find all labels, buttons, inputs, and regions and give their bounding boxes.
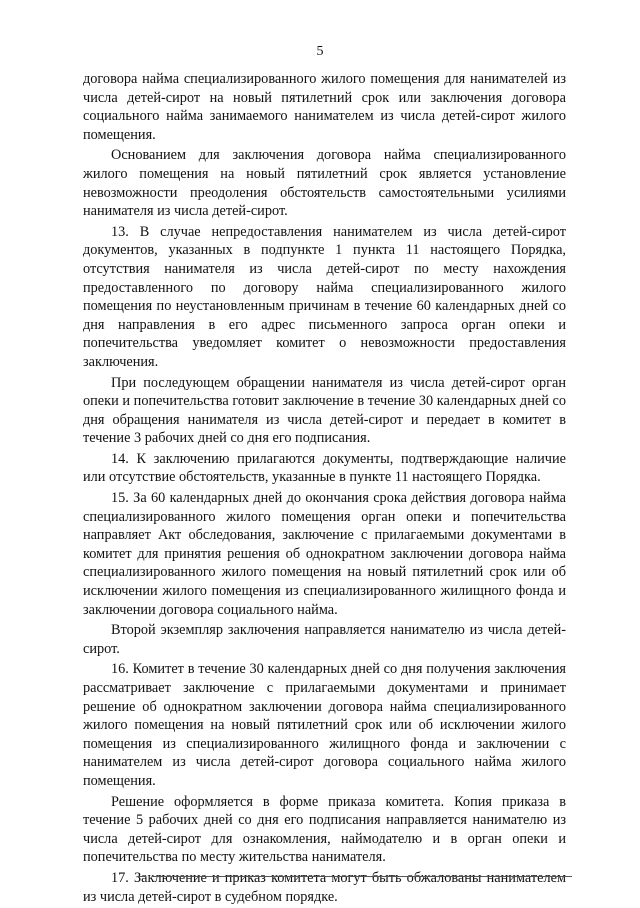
footer-rule (152, 876, 572, 877)
paragraph-basis: Основанием для заключения договора найма специализированного жилого помещения на новый пятилетний срок является установление невозможности преодоления обстоятельств самостоятельными усилиями нанимателя из числа детей-сирот. (83, 147, 566, 220)
paragraph-item-13: 13. В случае непредоставления нанимателем из числа детей-сирот документов, указанных в подпункте 1 пункта 11 настоящего Порядка, отсутствия нанимателя из числа детей-сирот по месту нахождения предоставленного по договору найма специализированного жилого помещения по неустановленным причинам в течение 60 календарных дней со дня направления в его адрес письменного запроса орган опеки и попечительства уведомляет комитет о невозможности предоставления заключения. (83, 223, 566, 370)
footer-rule-mark (138, 876, 146, 877)
paragraph-decision: Решение оформляется в форме приказа комитета. Копия приказа в течение 5 рабочих дней со дня его подписания направляется нанимателю из числа детей-сирот для ознакомления, наймодателю и в орган опеки и попечительства по месту жительства нанимателя. (83, 793, 566, 866)
paragraph-item-17: 17. Заключение и приказ комитета могут быть обжалованы нанимателем из числа детей-сирот в судебном порядке. (83, 869, 566, 905)
paragraph-item-16: 16. Комитет в течение 30 календарных дней со дня получения заключения рассматривает заключение с прилагаемыми документами и принимает решение об однократном заключении договора найма специализированного жилого помещения на новый пятилетний срок или об исключении жилого помещения из специализированного жилищного фонда и заключении с нанимателем из числа детей-сирот договора социального найма жилого помещения. (83, 661, 566, 789)
paragraph-subsequent-request: При последующем обращении нанимателя из числа детей-сирот орган опеки и попечительства готовит заключение в течение 30 календарных дней со дня обращения нанимателя из числа детей-сирот и передает в комитет в течение 3 рабочих дней со дня его подписания. (83, 374, 566, 447)
paragraph-item-14: 14. К заключению прилагаются документы, подтверждающие наличие или отсутствие обстоятельств, указанные в пункте 11 настоящего Порядка. (83, 450, 566, 486)
page-number: 5 (316, 44, 324, 59)
paragraph-continuation: договора найма специализированного жилого помещения для нанимателей из числа детей-сирот на новый пятилетний срок или заключения договора социального найма занимаемого нанимателем из числа детей-сирот жилого помещения. (83, 71, 566, 143)
document-body (83, 70, 566, 908)
paragraph-second-copy: Второй экземпляр заключения направляется нанимателю из числа детей-сирот. (83, 622, 566, 657)
paragraph-item-15: 15. За 60 календарных дней до окончания срока действия договора найма специализированного жилого помещения орган опеки и попечительства направляет Акт обследования, заключение с прилагаемыми документами в комитет для принятия решения об однократном заключении договора найма специализированного жилого помещения на новый пятилетний срок или об исключении жилого помещения из специализированного жилищного фонда и заключении договора социального найма. (83, 490, 566, 618)
